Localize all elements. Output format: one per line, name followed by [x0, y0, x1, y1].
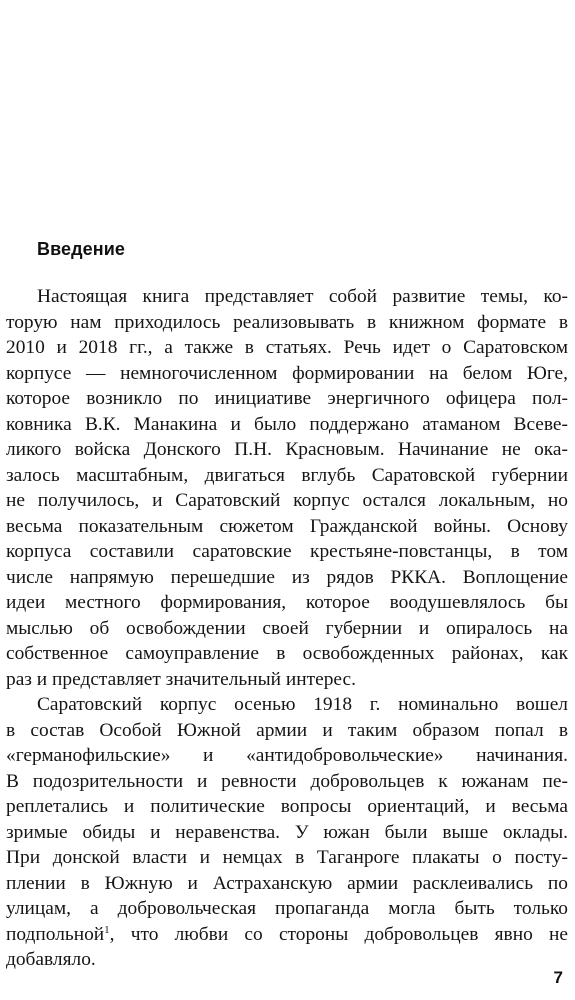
text-line: улицам, а добровольческая пропаганда могла быть только [6, 898, 568, 919]
text-line: торую нам приходилось реализовывать в книжном формате в [6, 311, 568, 333]
text-line: «германофильские» и «антидобровольческие» начинания. [6, 745, 568, 766]
text-line: мыслью об освобождении своей губернии и опиралось на [6, 617, 568, 639]
text-line: которое возникло по инициативе энергичного офицера пол- [6, 388, 568, 409]
text-fragment: , что любви со стороны добровольцев явно не [109, 923, 568, 945]
footnote-marker[interactable]: 1 [104, 923, 110, 936]
text-line: При донской власти и немцах в Таганроге плакаты о посту- [6, 847, 568, 868]
text-line: раз и представляет значительный интерес. [6, 668, 356, 690]
text-line: корпуса составили саратовские крестьяне-повстанцы, в том [6, 541, 568, 562]
text-line: собственное самоуправление в освобожденных районах, как [6, 643, 568, 664]
page-number: 7 [553, 968, 563, 987]
text-line: Настоящая книга представляет собой развитие темы, ко- [37, 286, 568, 307]
text-line: реплетались и политические вопросы ориентаций, и весьма [6, 796, 568, 817]
text-line: добавляло. [6, 949, 96, 970]
text-line: зримые обиды и неравенства. У южан были выше оклады. [6, 821, 568, 843]
text-line: залось масштабным, двигаться вглубь Саратовской губернии [6, 464, 568, 486]
text-line: В подозрительности и ревности добровольцев к южанам пе- [6, 770, 568, 792]
text-line: не получилось, и Саратовский корпус остался локальным, но [6, 490, 568, 511]
text-line: плении в Южную и Астраханскую армии расклеивались по [6, 872, 568, 894]
text-line: корпусе — немногочисленном формировании на белом Юге, [6, 362, 568, 384]
section-heading: Введение [37, 239, 126, 259]
text-line: числе напрямую перешедшие из рядов РККА. Воплощение [6, 566, 568, 588]
text-line: 2010 и 2018 гг., а также в статьях. Речь идет о Саратовском [6, 337, 568, 358]
text-line: весьма показательным сюжетом Гражданской войны. Основу [6, 515, 568, 537]
text-line: ковника В.К. Манакина и было поддержано атаманом Всеве- [6, 413, 568, 435]
text-fragment: подпольной [6, 923, 105, 945]
text-line: ликого войска Донского П.Н. Красновым. Начинание не ока- [6, 439, 568, 460]
text-line: идеи местного формирования, которое воодушевлялось бы [6, 592, 568, 613]
text-line: Саратовский корпус осенью 1918 г. номинально вошел [37, 694, 568, 715]
text-line: в состав Особой Южной армии и таким образом попал в [6, 719, 568, 741]
text-line-with-footnote [6, 922, 568, 948]
